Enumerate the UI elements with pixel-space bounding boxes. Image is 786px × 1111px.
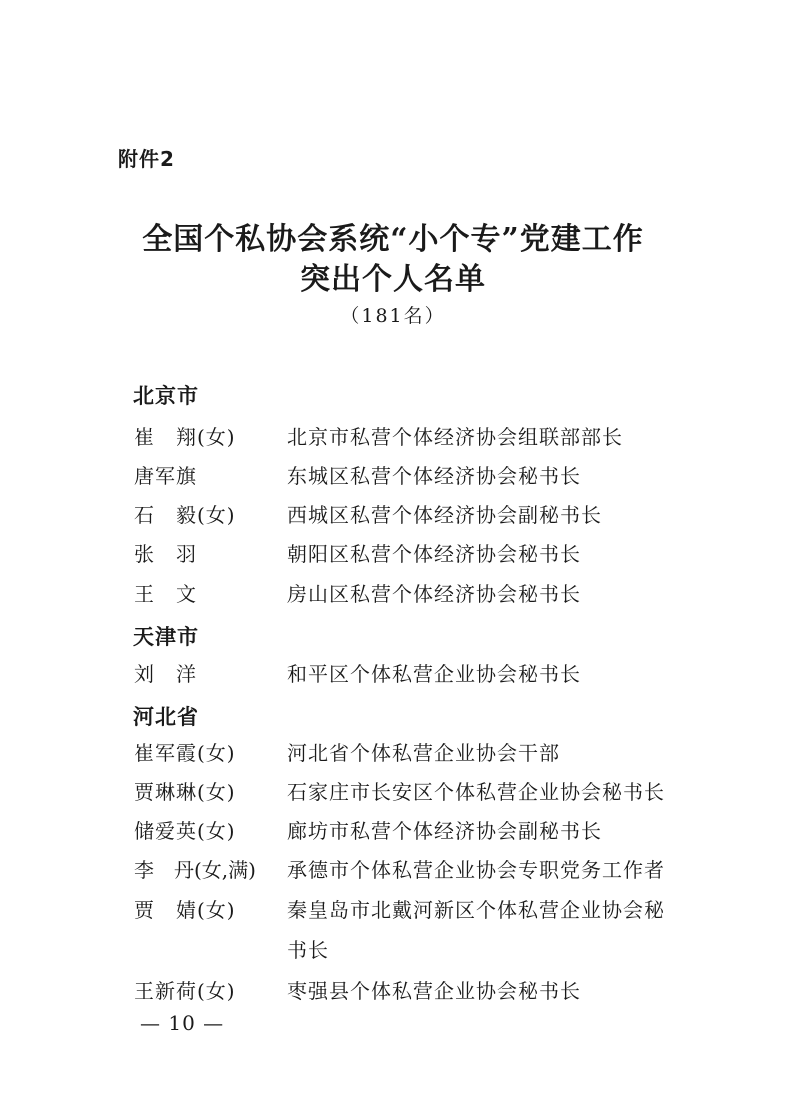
page-number: — 10 — — [140, 1011, 225, 1035]
person-name: 王新荷(女) — [134, 979, 236, 1003]
person-role: 秦皇岛市北戴河新区个体私营企业协会秘 — [287, 898, 665, 922]
person-role: 承德市个体私营企业协会专职党务工作者 — [287, 858, 665, 882]
person-name: 石 毅(女) — [134, 503, 236, 527]
person-name: 刘 洋 — [134, 662, 197, 686]
person-role: 西城区私营个体经济协会副秘书长 — [287, 503, 602, 527]
person-name: 崔 翔(女) — [134, 425, 236, 449]
document-title-line-1: 全国个私协会系统“小个专”党建工作 — [142, 222, 644, 257]
person-role: 廊坊市私营个体经济协会副秘书长 — [287, 819, 602, 843]
person-name: 张 羽 — [134, 542, 197, 566]
document-title-line-2: 突出个人名单 — [300, 262, 486, 297]
person-role: 北京市私营个体经济协会组联部部长 — [287, 425, 623, 449]
attachment-label: 附件2 — [118, 147, 175, 171]
person-name: 贾 婧(女) — [134, 898, 236, 922]
person-role: 河北省个体私营企业协会干部 — [287, 741, 560, 765]
person-role: 石家庄市长安区个体私营企业协会秘书长 — [287, 780, 665, 804]
region-heading-tianjin: 天津市 — [133, 625, 199, 649]
person-role: 枣强县个体私营企业协会秘书长 — [287, 979, 581, 1003]
person-role: 朝阳区私营个体经济协会秘书长 — [287, 542, 581, 566]
person-name: 储爱英(女) — [134, 819, 236, 843]
region-heading-hebei: 河北省 — [133, 705, 199, 729]
person-name: 王 文 — [134, 582, 197, 606]
person-role: 和平区个体私营企业协会秘书长 — [287, 662, 581, 686]
person-name: 贾琳琳(女) — [134, 780, 236, 804]
region-heading-beijing: 北京市 — [133, 384, 199, 408]
person-name: 崔军霞(女) — [134, 741, 236, 765]
person-name: 唐军旗 — [134, 464, 197, 488]
person-name: 李 丹(女,满) — [134, 858, 256, 882]
person-role-continuation: 书长 — [287, 938, 329, 962]
total-count: （181名） — [340, 305, 446, 327]
person-role: 房山区私营个体经济协会秘书长 — [287, 582, 581, 606]
person-role: 东城区私营个体经济协会秘书长 — [287, 464, 581, 488]
